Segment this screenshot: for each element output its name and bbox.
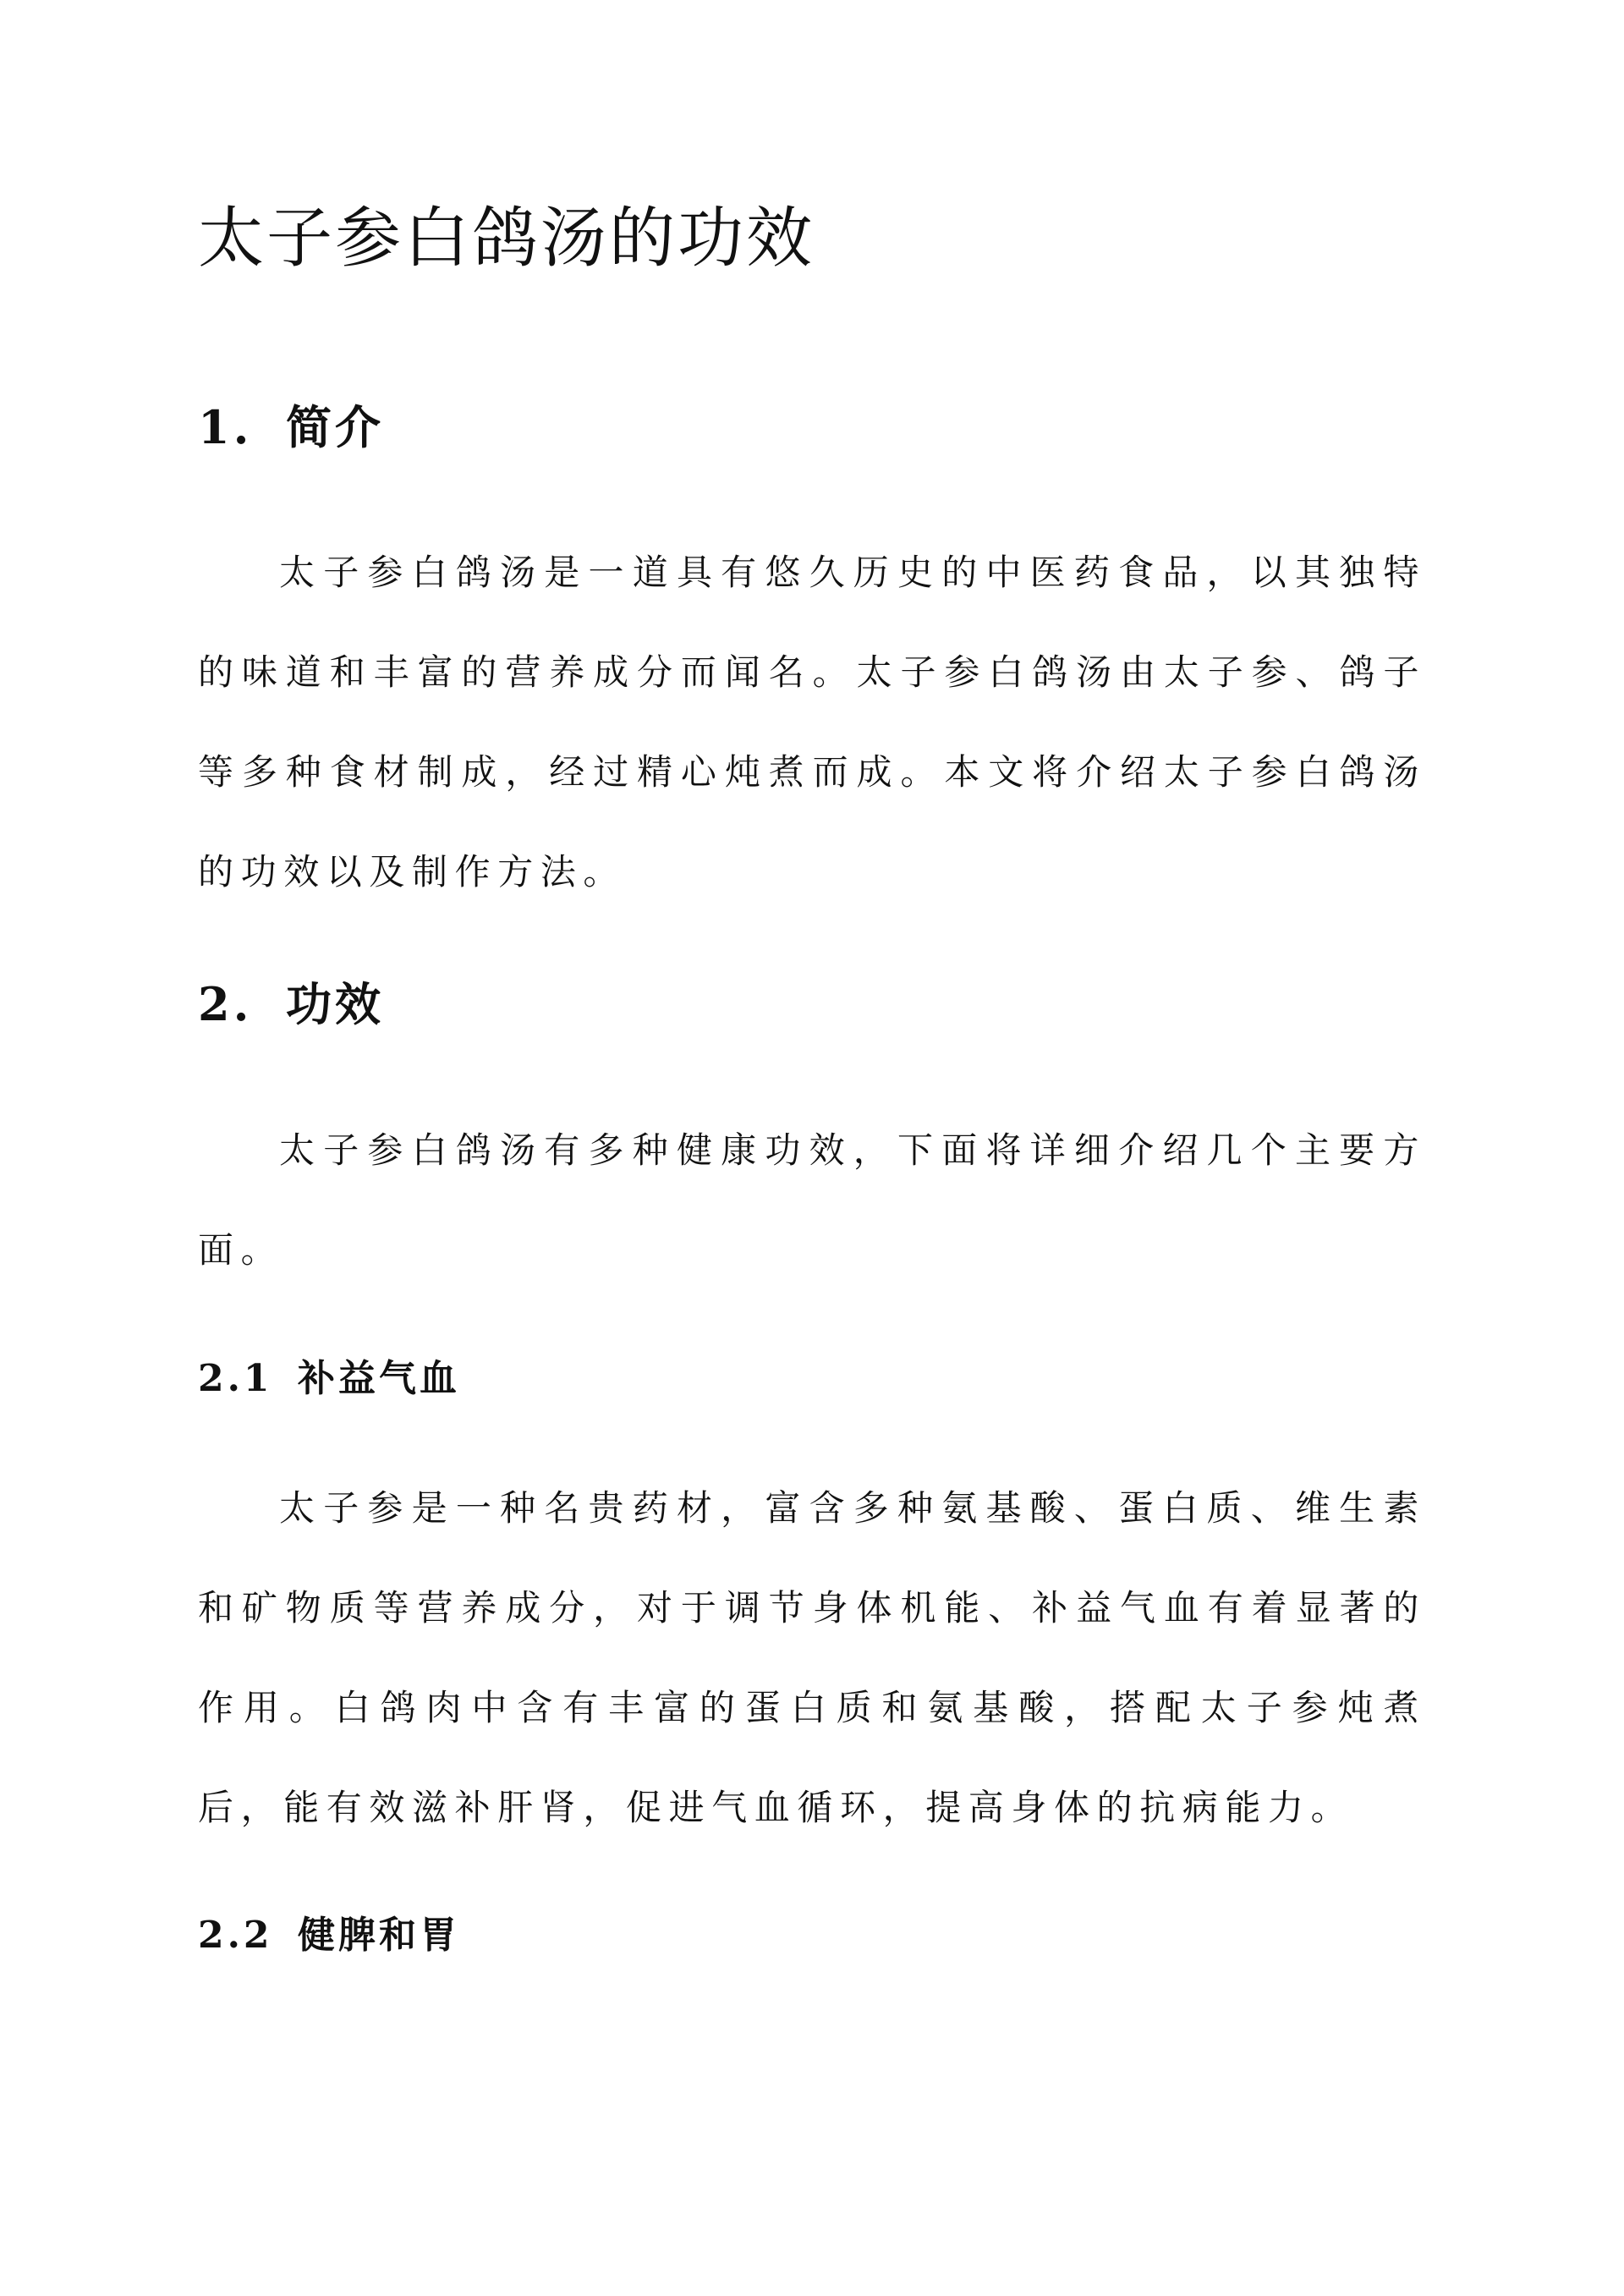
subsection-title: 补益气血 [298, 1357, 460, 1400]
subsection-title: 健脾和胃 [298, 1914, 460, 1957]
section-heading-intro [198, 398, 384, 457]
qi-blood-paragraph: 太子参是一种名贵药材，富含多种氨基酸、蛋白质、维生素和矿物质等营养成分，对于调节身体机能、补益气血有着显著的作用。白鸽肉中含有丰富的蛋白质和氨基酸，搭配太子参炖煮后，能有效滋补肝肾，促进气血循环，提高身体的抗病能力。 [198, 1487, 1426, 1828]
section-title: 功效 [286, 977, 384, 1031]
section-heading-effects [198, 975, 384, 1034]
subsection-heading-qi-blood [198, 1354, 460, 1404]
effects-paragraph: 太子参白鸽汤有多种健康功效，下面将详细介绍几个主要方面。 [198, 1129, 1426, 1271]
section-title: 简介 [286, 400, 384, 454]
section-number: 1. [198, 400, 253, 454]
subsection-number: 2.2 [198, 1914, 273, 1957]
subsection-heading-spleen-stomach [198, 1910, 460, 1961]
section-number: 2. [198, 977, 253, 1031]
subsection-number: 2.1 [198, 1357, 273, 1400]
intro-paragraph: 太子参白鸽汤是一道具有悠久历史的中医药食品，以其独特的味道和丰富的营养成分而闻名。太子参白鸽汤由太子参、鸽子等多种食材制成，经过精心炖煮而成。本文将介绍太子参白鸽汤的功效以及制作方法。 [198, 552, 1426, 893]
document-title: 太子参白鸽汤的功效 [198, 200, 815, 277]
